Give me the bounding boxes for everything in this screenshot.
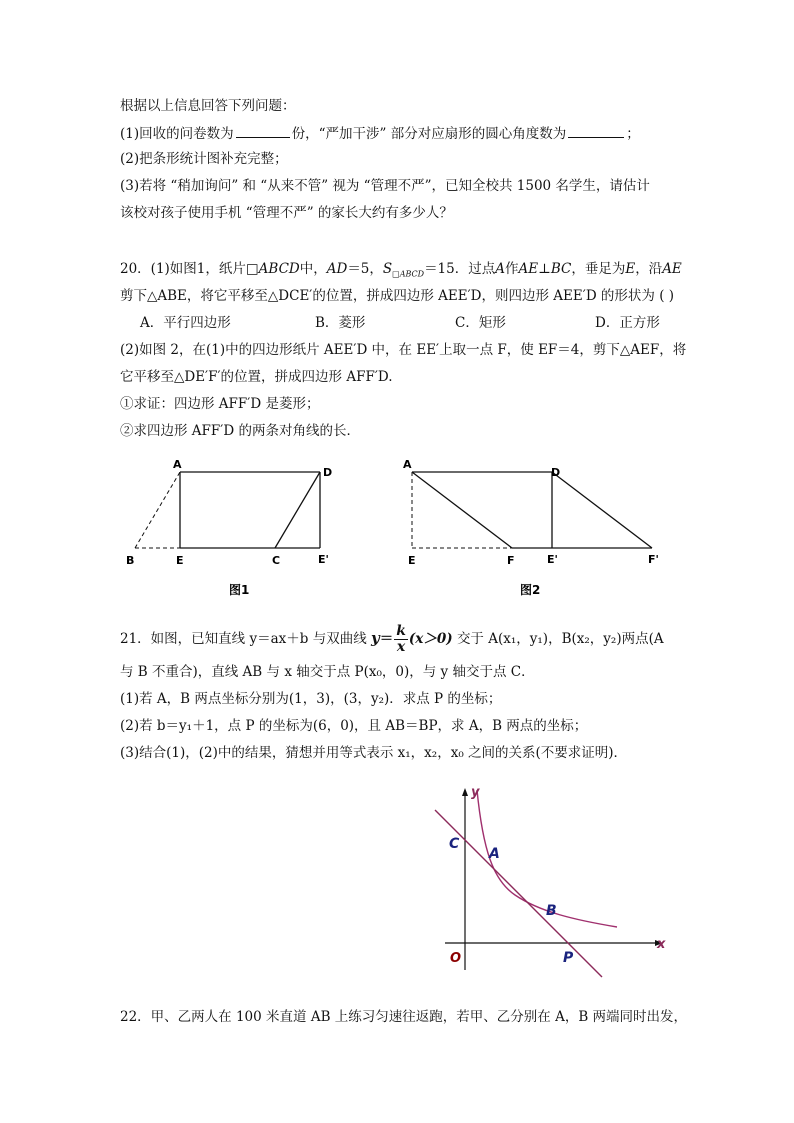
p20-line5: ①求证：四边形 AFF′D 是菱形；: [120, 396, 320, 412]
fig2-label-f: F: [507, 554, 515, 567]
p20-line1: [120, 260, 682, 284]
p20-text: ＝5，: [347, 261, 383, 277]
fig1-side-cd: [275, 472, 320, 548]
p20-var: E: [625, 261, 636, 277]
fig1-label-d: D: [323, 466, 333, 479]
p21-line3: (1)若 A，B 两点坐标分别为(1，3)，(3，y₂)．求点 P 的坐标；: [120, 691, 502, 707]
p21-graph: [425, 780, 685, 980]
p20-var: AE: [518, 261, 539, 277]
intro-q1-b: 份，“严加干涉” 部分对应扇形的圆心角度数为: [291, 126, 567, 142]
p20-line6: ②求四边形 AFF′D 的两条对角线的长．: [120, 423, 360, 439]
p20-line2: 剪下△ABE，将它平移至△DCE′的位置，拼成四边形 AEE′D，则四边形 AEE′D 的形状为 ( ): [120, 288, 675, 304]
p20-text: 20．(1)如图1，纸片: [120, 261, 246, 277]
p21-line4: (2)若 b＝y₁＋1，点 P 的坐标为(6，0)，且 AB＝BP，求 A，B 两点的坐标；: [120, 718, 588, 734]
y-axis-arrow: [462, 788, 468, 796]
fig2-label-a: A: [403, 458, 412, 471]
intro-q2: (2)把条形统计图补充完整；: [120, 151, 288, 167]
p20-perp: ⊥: [538, 261, 551, 277]
p21-y: y: [371, 629, 380, 647]
figure-2: [395, 450, 685, 600]
p20-area-symbol: S: [382, 261, 393, 277]
intro-q1: [120, 124, 640, 143]
p21-line2: 与 B 不重合)，直线 AB 与 x 轴交于点 P(x₀，0)，与 y 轴交于点 C．: [120, 664, 535, 680]
fig2-caption: 图2: [520, 583, 541, 597]
p21-text-a: 21．如图，已知直线 y＝ax＋b 与双曲线: [120, 631, 367, 647]
fig1-caption: 图1: [229, 583, 250, 597]
intro-q1-a: (1)回收的问卷数为: [120, 126, 234, 142]
p21-eq: ＝: [379, 631, 394, 647]
p20-var: AD: [326, 261, 348, 277]
p21-text-b: 交于 A(x₁，y₁)，B(x₂，y₂)两点(A: [456, 631, 664, 647]
p20-line3: (2)如图 2，在(1)中的四边形纸片 AEE′D 中，在 EE′上取一点 F，使 EF＝4，剪下△AEF，将: [120, 342, 687, 358]
p20-text: ＝15．过点: [424, 261, 496, 277]
fig2-side-af: [412, 472, 512, 548]
figure-1: [115, 450, 355, 600]
p21-fraction: [394, 624, 408, 655]
graph-label-x: x: [657, 937, 666, 952]
p20-option-a: A．平行四边形: [140, 315, 231, 331]
answer-blank-1: [236, 124, 290, 138]
fig2-side-df2: [552, 472, 652, 548]
p20-var: AE: [662, 261, 682, 277]
p20-option-d: D．正方形: [595, 315, 660, 331]
intro-q3-line1: (3)若将 “稍加询问” 和 “从来不管” 视为 “管理不严”，已知全校共 1500 名学生，请估计: [120, 178, 650, 194]
fig1-label-b: B: [126, 554, 135, 567]
graph-label-p: P: [563, 950, 574, 966]
p20-option-b: B．菱形: [315, 315, 366, 331]
p20-line4: 它平移至△DE′F′的位置，拼成四边形 AFF′D.: [120, 369, 393, 385]
fig1-dashed-ab: [135, 472, 180, 548]
fig1-label-e: E: [176, 554, 184, 567]
graph-label-c: C: [449, 836, 460, 852]
fig2-label-f-prime: F': [648, 553, 659, 566]
graph-label-y: y: [471, 785, 480, 800]
p20-option-c: C．矩形: [455, 315, 506, 331]
fig2-label-e-prime: E': [547, 553, 558, 566]
p20-text: ，沿: [635, 261, 663, 277]
p20-var: A: [495, 261, 505, 277]
p20-area-subscript: □ABCD: [392, 269, 425, 279]
p20-text: 中，: [299, 261, 327, 277]
p22-line1: 22．甲、乙两人在 100 米直道 AB 上练习匀速往返跑，若甲、乙分别在 A，B 两端同时出发，: [120, 1009, 688, 1025]
p20-var: BC: [550, 261, 572, 277]
fig2-label-d: D: [551, 466, 561, 479]
intro-q1-c: ；: [626, 126, 640, 142]
p21-frac-den: x: [396, 639, 406, 655]
fig1-label-a: A: [173, 458, 182, 471]
answer-blank-2: [568, 124, 624, 138]
p21-cond: (x＞0): [408, 631, 453, 647]
p20-text: 作: [505, 261, 519, 277]
p21-line1: [120, 624, 664, 660]
p20-text: ，垂足为: [571, 261, 626, 277]
fig1-label-c: C: [272, 554, 281, 567]
graph-label-a: A: [489, 846, 500, 862]
p21-line5: (3)结合(1)，(2)中的结果，猜想并用等式表示 x₁，x₂，x₀ 之间的关系(不要求证明)．: [120, 745, 628, 761]
fig1-label-e-prime: E': [318, 553, 329, 566]
graph-label-o: O: [450, 951, 462, 966]
fig2-label-e: E: [408, 554, 416, 567]
p21-frac-num: k: [396, 623, 406, 639]
p20-parallelogram: □ABCD: [245, 261, 300, 277]
intro-heading: 根据以上信息回答下列问题：: [120, 98, 296, 114]
graph-label-b: B: [546, 903, 557, 919]
intro-q3-line2: 该校对孩子使用手机 “管理不严” 的家长大约有多少人？: [120, 205, 453, 221]
